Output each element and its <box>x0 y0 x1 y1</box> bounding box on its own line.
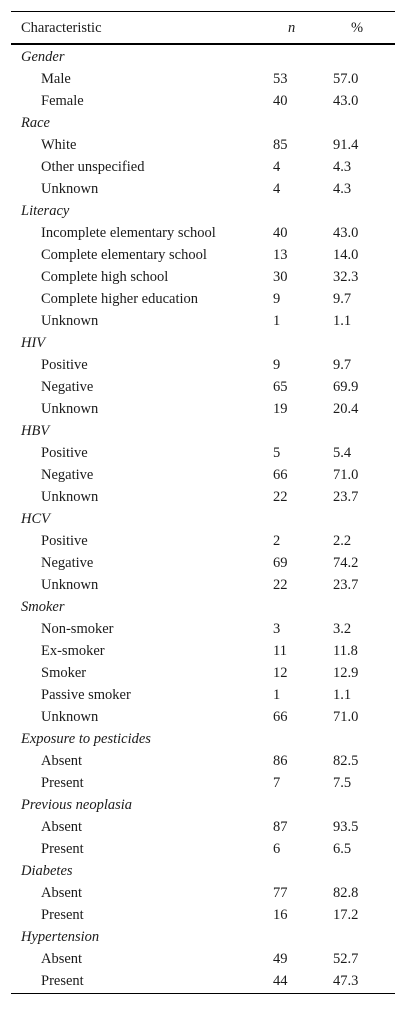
row-n-value: 85 <box>273 137 288 153</box>
category-row <box>11 200 395 222</box>
table-row <box>11 266 395 288</box>
category-label: Race <box>21 115 50 131</box>
row-percent-value: 71.0 <box>333 467 359 483</box>
row-percent-value: 74.2 <box>333 555 359 571</box>
row-percent-value: 43.0 <box>333 225 359 241</box>
table-row <box>11 618 395 640</box>
row-n-value: 11 <box>273 643 287 659</box>
row-percent-value: 12.9 <box>333 665 359 681</box>
category-label: HBV <box>21 423 50 439</box>
row-label: Ex-smoker <box>41 643 105 659</box>
row-percent-value: 20.4 <box>333 401 359 417</box>
category-label: Diabetes <box>21 863 73 879</box>
row-n-value: 1 <box>273 687 281 703</box>
table-row <box>11 442 395 464</box>
row-percent-value: 23.7 <box>333 577 359 593</box>
row-n-value: 30 <box>273 269 288 285</box>
table-row <box>11 530 395 552</box>
row-percent-value: 91.4 <box>333 137 359 153</box>
row-percent-value: 82.8 <box>333 885 359 901</box>
table-row <box>11 398 395 420</box>
row-n-value: 53 <box>273 71 288 87</box>
row-label: Absent <box>41 951 83 967</box>
row-n-value: 4 <box>273 181 281 197</box>
table-row <box>11 222 395 244</box>
table-row <box>11 90 395 112</box>
row-percent-value: 82.5 <box>333 753 359 769</box>
row-n-value: 66 <box>273 467 288 483</box>
table-row <box>11 178 395 200</box>
row-n-value: 3 <box>273 621 281 637</box>
row-n-value: 2 <box>273 533 281 549</box>
row-label: Positive <box>41 533 88 549</box>
row-label: Positive <box>41 357 88 373</box>
category-row <box>11 112 395 134</box>
row-percent-value: 1.1 <box>333 313 352 329</box>
row-percent-value: 4.3 <box>333 159 352 175</box>
row-percent-value: 23.7 <box>333 489 359 505</box>
row-label: Absent <box>41 885 83 901</box>
row-percent-value: 6.5 <box>333 841 352 857</box>
row-label: Unknown <box>41 313 99 329</box>
row-label: Unknown <box>41 181 99 197</box>
row-percent-value: 4.3 <box>333 181 352 197</box>
row-n-value: 49 <box>273 951 288 967</box>
category-label: Gender <box>21 49 65 65</box>
table-header <box>11 12 395 45</box>
row-n-value: 69 <box>273 555 288 571</box>
category-row <box>11 728 395 750</box>
category-label: HIV <box>21 335 46 351</box>
row-percent-value: 47.3 <box>333 973 359 989</box>
row-n-value: 4 <box>273 159 281 175</box>
row-n-value: 87 <box>273 819 288 835</box>
row-percent-value: 32.3 <box>333 269 359 285</box>
row-label: Complete elementary school <box>41 247 207 263</box>
category-row <box>11 508 395 530</box>
table-row <box>11 816 395 838</box>
table-row <box>11 750 395 772</box>
row-n-value: 5 <box>273 445 281 461</box>
table-row <box>11 970 395 992</box>
row-n-value: 16 <box>273 907 288 923</box>
row-label: Negative <box>41 467 94 483</box>
row-percent-value: 9.7 <box>333 357 352 373</box>
row-n-value: 22 <box>273 489 288 505</box>
row-percent-value: 11.8 <box>333 643 358 659</box>
table-body <box>11 45 395 993</box>
table-row <box>11 574 395 596</box>
row-percent-value: 57.0 <box>333 71 359 87</box>
row-percent-value: 1.1 <box>333 687 352 703</box>
table-row <box>11 134 395 156</box>
row-label: Present <box>41 973 84 989</box>
row-label: Smoker <box>41 665 87 681</box>
row-n-value: 44 <box>273 973 288 989</box>
row-percent-value: 7.5 <box>333 775 352 791</box>
table-row <box>11 354 395 376</box>
header-percent: % <box>351 20 364 36</box>
row-label: Unknown <box>41 577 99 593</box>
row-n-value: 22 <box>273 577 288 593</box>
category-row <box>11 596 395 618</box>
characteristics-table <box>11 11 395 994</box>
row-label: Negative <box>41 379 94 395</box>
table-row <box>11 706 395 728</box>
row-percent-value: 2.2 <box>333 533 352 549</box>
table-row <box>11 156 395 178</box>
row-label: Other unspecified <box>41 159 145 175</box>
row-label: Female <box>41 93 84 109</box>
row-n-value: 12 <box>273 665 288 681</box>
table-row <box>11 244 395 266</box>
category-label: Previous neoplasia <box>21 797 133 813</box>
category-row <box>11 332 395 354</box>
table-row <box>11 68 395 90</box>
table-row <box>11 640 395 662</box>
row-label: Unknown <box>41 489 99 505</box>
row-n-value: 19 <box>273 401 288 417</box>
table-row <box>11 552 395 574</box>
row-percent-value: 17.2 <box>333 907 359 923</box>
header-characteristic: Characteristic <box>21 20 102 36</box>
table-row <box>11 684 395 706</box>
row-label: Present <box>41 907 84 923</box>
row-percent-value: 14.0 <box>333 247 359 263</box>
row-label: Absent <box>41 819 83 835</box>
category-row <box>11 860 395 882</box>
row-label: Passive smoker <box>41 687 131 703</box>
row-label: Positive <box>41 445 88 461</box>
table-row <box>11 904 395 926</box>
row-label: Non-smoker <box>41 621 114 637</box>
table-row <box>11 882 395 904</box>
category-label: Literacy <box>21 203 70 219</box>
category-row <box>11 926 395 948</box>
category-row <box>11 794 395 816</box>
table-row <box>11 772 395 794</box>
row-percent-value: 3.2 <box>333 621 352 637</box>
row-n-value: 6 <box>273 841 281 857</box>
category-row <box>11 46 395 68</box>
category-label: Smoker <box>21 599 65 615</box>
row-percent-value: 71.0 <box>333 709 359 725</box>
table-row <box>11 486 395 508</box>
row-n-value: 7 <box>273 775 281 791</box>
row-n-value: 65 <box>273 379 288 395</box>
row-label: Unknown <box>41 401 99 417</box>
row-n-value: 40 <box>273 93 288 109</box>
row-label: Absent <box>41 753 83 769</box>
table-row <box>11 838 395 860</box>
row-n-value: 86 <box>273 753 288 769</box>
row-label: Negative <box>41 555 94 571</box>
table-row <box>11 662 395 684</box>
row-label: Present <box>41 841 84 857</box>
row-percent-value: 9.7 <box>333 291 352 307</box>
row-n-value: 9 <box>273 291 281 307</box>
row-n-value: 1 <box>273 313 281 329</box>
row-label: Incomplete elementary school <box>41 225 216 241</box>
row-percent-value: 93.5 <box>333 819 359 835</box>
row-n-value: 40 <box>273 225 288 241</box>
table-row <box>11 948 395 970</box>
row-label: White <box>41 137 77 153</box>
category-row <box>11 420 395 442</box>
row-percent-value: 69.9 <box>333 379 359 395</box>
row-n-value: 13 <box>273 247 288 263</box>
category-label: Hypertension <box>21 929 100 945</box>
row-label: Complete higher education <box>41 291 199 307</box>
row-label: Unknown <box>41 709 99 725</box>
table-row <box>11 376 395 398</box>
row-percent-value: 43.0 <box>333 93 359 109</box>
table-row <box>11 464 395 486</box>
category-label: Exposure to pesticides <box>21 731 151 747</box>
row-n-value: 66 <box>273 709 288 725</box>
row-label: Present <box>41 775 84 791</box>
category-label: HCV <box>21 511 50 527</box>
row-percent-value: 5.4 <box>333 445 352 461</box>
table-row <box>11 310 395 332</box>
row-percent-value: 52.7 <box>333 951 359 967</box>
header-n: n <box>288 20 296 36</box>
row-n-value: 77 <box>273 885 288 901</box>
row-label: Male <box>41 71 71 87</box>
row-n-value: 9 <box>273 357 281 373</box>
row-label: Complete high school <box>41 269 169 285</box>
table-row <box>11 288 395 310</box>
